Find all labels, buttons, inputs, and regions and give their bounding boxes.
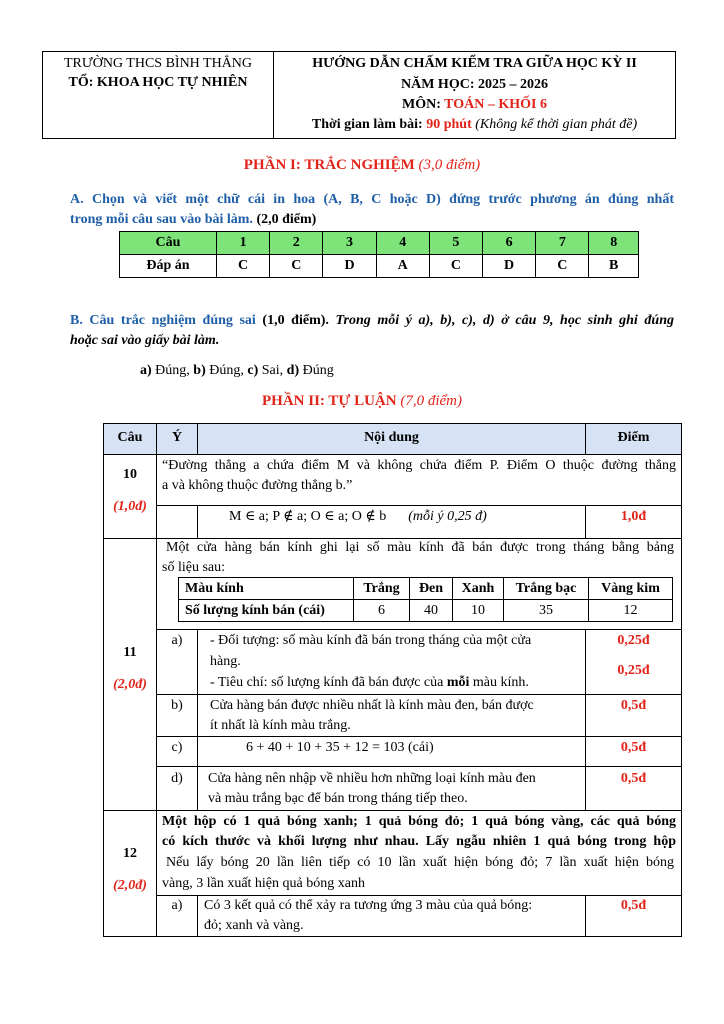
col-header-score: Điểm bbox=[585, 423, 682, 455]
glass-row-value: 35 bbox=[504, 600, 589, 622]
q11d-line1: Cửa hàng nên nhập về nhiều hơn những loại kính màu đen bbox=[208, 771, 536, 786]
glass-row-value: 10 bbox=[453, 600, 504, 622]
q10-statement-2: a và không thuộc đường thẳng b.” bbox=[162, 478, 353, 493]
glass-header-cell: Trắng bạc bbox=[504, 578, 589, 600]
glass-row-value: 6 bbox=[354, 600, 410, 622]
q11a-line3: - Tiêu chí: số lượng kính đã bán được của mỗi màu kính. bbox=[210, 675, 529, 690]
q11c-line1: 6 + 40 + 10 + 35 + 12 = 103 (cái) bbox=[246, 740, 434, 755]
answer-key-q: 5 bbox=[429, 232, 482, 255]
q10-answer: M ∈ a; P ∉ a; O ∈ a; O ∉ b (mỗi ý 0,25 đ) bbox=[229, 509, 487, 524]
q12-statement-3: Nếu lấy bóng 20 lần liên tiếp có 10 lần xuất hiện bóng đỏ; 7 lần xuất hiện bóng bbox=[166, 855, 674, 870]
q11a-line2: hàng. bbox=[210, 654, 241, 669]
school-year: NĂM HỌC: 2025 – 2026 bbox=[401, 77, 548, 92]
answer-key-answer-row bbox=[120, 255, 639, 278]
time-line: Thời gian làm bài: 90 phút (Không kể thời gian phát đề) bbox=[311, 117, 638, 132]
q11-number: 11 bbox=[123, 645, 137, 660]
q11c-score: 0,5đ bbox=[620, 740, 647, 755]
q11a-label: a) bbox=[171, 633, 183, 648]
q11c-label: c) bbox=[171, 740, 183, 755]
q11d-line2: và màu trắng bạc để bán trong tháng tiếp theo. bbox=[208, 791, 468, 806]
part1-title: PHẦN I: TRẮC NGHIỆM (3,0 điểm) bbox=[243, 157, 481, 173]
answer-key-a: D bbox=[483, 255, 536, 278]
answer-key-a: C bbox=[217, 255, 270, 278]
answer-key-q: 2 bbox=[270, 232, 323, 255]
section-b-line2: hoặc sai vào giấy bài làm. bbox=[70, 333, 220, 348]
q11a-line1: - Đối tượng: số màu kính đã bán trong tháng của một cửa bbox=[210, 633, 532, 648]
answer-key-label-a: Đáp án bbox=[120, 255, 217, 278]
q11b-label: b) bbox=[171, 698, 183, 713]
glass-table-header bbox=[179, 578, 673, 600]
glass-header-cell: Trắng bbox=[354, 578, 410, 600]
answer-key-table bbox=[119, 231, 639, 278]
section-b-answers: a) Đúng, b) Đúng, c) Sai, d) Đúng bbox=[140, 363, 334, 378]
section-b-line1: B. Câu trắc nghiệm đúng sai (1,0 điểm). Trong mỗi ý a), b), c), d) ở câu 9, học sinh ghi đúng bbox=[70, 313, 674, 328]
q12-points: (2,0đ) bbox=[113, 878, 147, 893]
q11-intro-2: số liệu sau: bbox=[162, 560, 225, 575]
glass-header-cell: Màu kính bbox=[179, 578, 354, 600]
glass-header-cell: Vàng kim bbox=[589, 578, 673, 600]
answer-key-q: 6 bbox=[483, 232, 536, 255]
glass-sales-table bbox=[178, 577, 673, 622]
q11d-label: d) bbox=[171, 771, 183, 786]
answer-key-a: A bbox=[376, 255, 429, 278]
q10-statement-1: “Đường thẳng a chứa điểm M và không chứa điểm P. Điểm O thuộc đường thẳng bbox=[162, 458, 676, 473]
q12a-score: 0,5đ bbox=[620, 898, 647, 913]
subject-value: TOÁN – KHỐI 6 bbox=[444, 97, 547, 112]
exam-info bbox=[274, 52, 675, 138]
answer-key-q: 3 bbox=[323, 232, 376, 255]
q11a-score-1: 0,25đ bbox=[617, 633, 650, 648]
answer-key-label-q: Câu bbox=[120, 232, 217, 255]
col-header-q: Câu bbox=[103, 423, 157, 455]
col-header-y: Ý bbox=[156, 423, 198, 455]
q12a-line2: đỏ; xanh và vàng. bbox=[204, 918, 304, 933]
answer-key-q: 7 bbox=[536, 232, 589, 255]
header-box bbox=[42, 51, 676, 139]
q12-statement-4: vàng, 3 lần xuất hiện quả bóng xanh bbox=[162, 876, 365, 891]
q12-number-cell bbox=[103, 810, 157, 937]
glass-row-value: 12 bbox=[589, 600, 673, 622]
q10-number: 10 bbox=[123, 467, 137, 482]
part2-title: PHẦN II: TỰ LUẬN (7,0 điểm) bbox=[262, 393, 462, 409]
answer-key-q: 4 bbox=[376, 232, 429, 255]
q10-sub-cell bbox=[156, 505, 198, 539]
section-a-line2: trong mỗi câu sau vào bài làm. (2,0 điểm) bbox=[70, 212, 317, 227]
glass-header-cell: Xanh bbox=[453, 578, 504, 600]
answer-key-a: D bbox=[323, 255, 376, 278]
answer-key-a: C bbox=[536, 255, 589, 278]
doc-title: HƯỚNG DẪN CHẤM KIỂM TRA GIỮA HỌC KỲ II bbox=[312, 56, 637, 71]
col-header-content: Nội dung bbox=[197, 423, 586, 455]
answer-key-a: C bbox=[270, 255, 323, 278]
q11b-line1: Cửa hàng bán được nhiều nhất là kính màu đen, bán được bbox=[210, 698, 534, 713]
q11d-score: 0,5đ bbox=[620, 771, 647, 786]
glass-header-cell: Đen bbox=[410, 578, 453, 600]
q10-points: (1,0đ) bbox=[113, 499, 147, 514]
glass-row-label: Số lượng kính bán (cái) bbox=[179, 600, 354, 622]
q10-score: 1,0đ bbox=[620, 509, 647, 524]
answer-key-q: 8 bbox=[589, 232, 639, 255]
answer-key-header-row bbox=[120, 232, 639, 255]
department: TỔ: KHOA HỌC TỰ NHIÊN bbox=[68, 75, 248, 90]
time-value: 90 phút bbox=[426, 117, 472, 132]
q12-statement-2: có kích thước và khối lượng như nhau. Lấy ngẫu nhiên 1 quả bóng trong hộp bbox=[162, 834, 676, 849]
q12-number: 12 bbox=[123, 846, 137, 861]
section-a-line1: A. Chọn và viết một chữ cái in hoa (A, B, C hoặc D) đứng trước phương án đúng nhất bbox=[70, 192, 674, 207]
answer-key-q: 1 bbox=[217, 232, 270, 255]
q11b-line2: ít nhất là kính màu trắng. bbox=[210, 718, 351, 733]
answer-key-a: C bbox=[429, 255, 482, 278]
school-info bbox=[43, 52, 274, 138]
q12a-line1: Có 3 kết quả có thể xảy ra tương ứng 3 màu của quả bóng: bbox=[204, 898, 533, 913]
subject: MÔN: TOÁN – KHỐI 6 bbox=[402, 97, 547, 112]
school-name: TRƯỜNG THCS BÌNH THẮNG bbox=[63, 56, 253, 71]
q11-points: (2,0đ) bbox=[113, 677, 147, 692]
q12-statement-1: Một hộp có 1 quả bóng xanh; 1 quả bóng đỏ; 1 quả bóng vàng, các quả bóng bbox=[162, 814, 676, 829]
q12a-label: a) bbox=[171, 898, 183, 913]
q11b-score: 0,5đ bbox=[620, 698, 647, 713]
glass-table-row bbox=[179, 600, 673, 622]
glass-row-value: 40 bbox=[410, 600, 453, 622]
q11-intro-1: Một cửa hàng bán kính ghi lại số màu kính đã bán được trong tháng bằng bảng bbox=[166, 540, 674, 555]
answer-key-a: B bbox=[589, 255, 639, 278]
q11a-score-2: 0,25đ bbox=[617, 663, 650, 678]
